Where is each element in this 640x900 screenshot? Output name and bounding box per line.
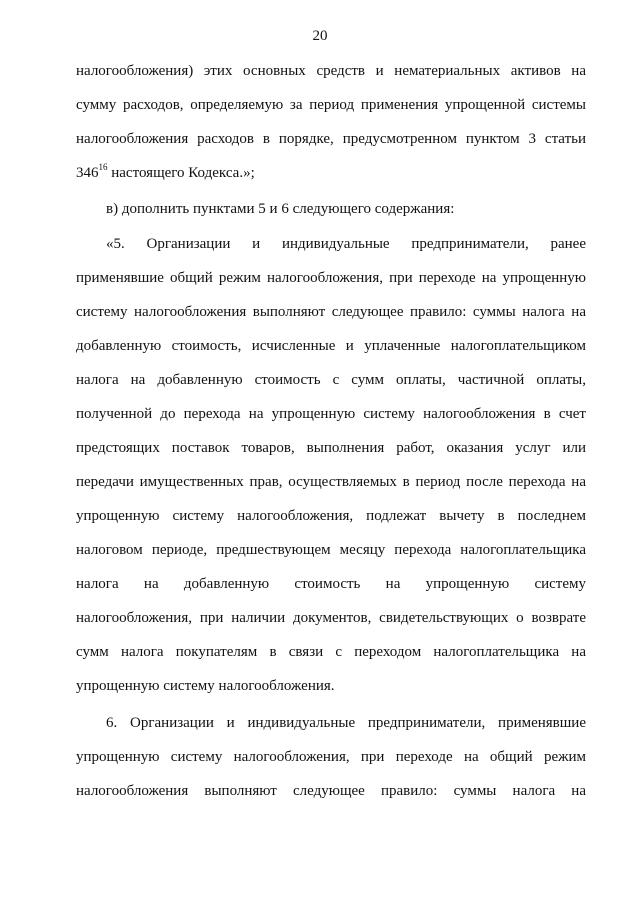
text-line: предстоящих поставок товаров, выполнения работ, оказания услуг или [76,440,586,456]
text-line: передачи имущественных прав, осуществляемых в период после перехода на [76,474,586,490]
text-line: налогообложения) этих основных средств и нематериальных активов на [76,63,586,79]
text-line: налогообложения выполняют следующее правило: суммы налога на [76,783,586,799]
page-number: 20 [312,28,328,44]
text-line: применявшие общий режим налогообложения, при переходе на упрощенную [76,270,586,286]
text-line: упрощенную систему налогообложения. [76,678,335,694]
text-line: полученной до перехода на упрощенную систему налогообложения в счет [76,406,586,422]
text-line: упрощенную систему налогообложения, подлежат вычету в последнем [76,508,586,524]
text-line: налоговом периоде, предшествующем месяцу перехода налогоплательщика [76,542,586,558]
text-line-with-superscript [76,164,586,182]
text-line: 6. Организации и индивидуальные предприниматели, применявшие [106,715,586,731]
text-line: «5. Организации и индивидуальные предприниматели, ранее [106,236,586,252]
text-line: сумм налога покупателям в связи с переходом налогоплательщика на [76,644,586,660]
text-line: сумму расходов, определяемую за период применения упрощенной системы [76,97,586,113]
text-fragment: настоящего Кодекса.»; [107,165,255,181]
text-line: упрощенную систему налогообложения, при переходе на общий режим [76,749,586,765]
text-line: налога на добавленную стоимость на упрощенную систему [76,576,586,592]
text-line: налогообложения, при наличии документов, свидетельствующих о возврате [76,610,586,626]
text-line: налога на добавленную стоимость с сумм оплаты, частичной оплаты, [76,372,586,388]
text-line: налогообложения расходов в порядке, предусмотренном пунктом 3 статьи [76,131,586,147]
article-superscript: 16 [98,162,108,172]
article-number: 346 [76,165,99,181]
text-line: систему налогообложения выполняют следующее правило: суммы налога на [76,304,586,320]
text-line: в) дополнить пунктами 5 и 6 следующего содержания: [106,201,455,217]
text-line: добавленную стоимость, исчисленные и уплаченные налогоплательщиком [76,338,586,354]
